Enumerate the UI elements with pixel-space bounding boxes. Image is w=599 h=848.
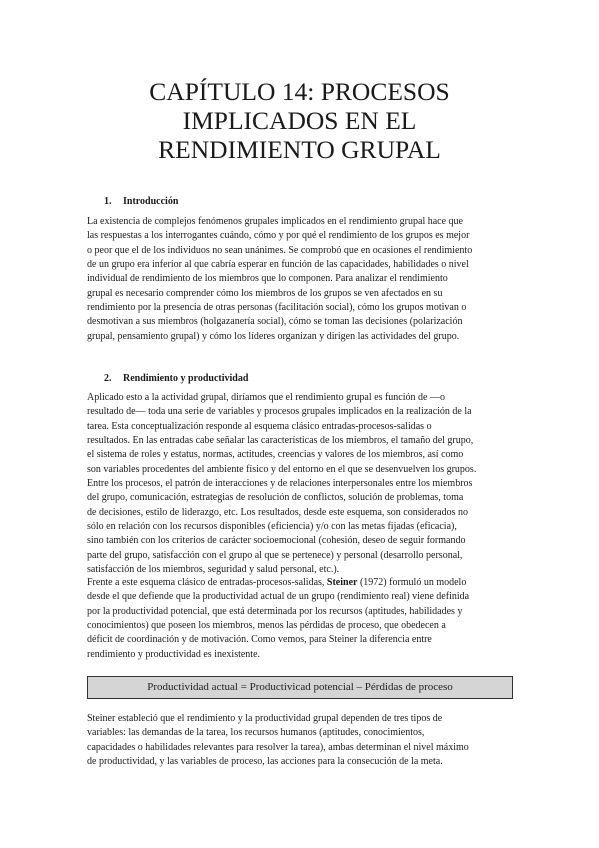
text-line: resultados. En las entradas cabe señalar las características de los miembros, el tamaño del grupo, bbox=[87, 435, 474, 447]
text-line: de productividad, y las variables de proceso, las acciones para la consecución de la meta. bbox=[87, 756, 443, 768]
text-line: resultado de— toda una serie de variables y procesos grupales implicados en la realización de la bbox=[87, 406, 472, 418]
paragraph-rendimiento-3 bbox=[87, 712, 517, 769]
paragraph-rendimiento-2 bbox=[87, 576, 517, 662]
text-line: Steiner estableció que el rendimiento y la productividad grupal dependen de tres tipos de bbox=[87, 713, 443, 724]
text-line-with-emphasis: Frente a este esquema clásico de entradas-procesos-salidas, Steiner (1972) formuló un modelo bbox=[87, 577, 467, 588]
text-line: sino también con los criterios de carácter socioemocional (cohesión, deseo de seguir formando bbox=[87, 535, 466, 547]
chapter-title bbox=[0, 77, 599, 164]
text-line: el sistema de roles y estatus, normas, actitudes, creencias y valores de los miembros, así como bbox=[87, 449, 464, 461]
text-line: déficit de coordinación y de motivación. Como vemos, para Steiner la diferencia entre bbox=[87, 634, 432, 646]
text-line: del grupo, comunicación, estrategias de resolución de conflictos, solución de problemas, toma bbox=[87, 492, 464, 504]
text-line: parte del grupo, satisfacción con el grupo al que se pertenece) y personal (desarrollo personal, bbox=[87, 549, 463, 561]
text-line: satisfacción de los miembros, seguridad y salud personal, etc.). bbox=[87, 564, 340, 576]
text-line: desmotivan a sus miembros (holgazanería social), cómo se toman las decisiones (polarización bbox=[87, 316, 463, 328]
section-title: Introducción bbox=[123, 196, 179, 207]
text-line: Aplicado esto a la actividad grupal, diríamos que el rendimiento grupal es función de —o bbox=[87, 392, 445, 403]
section-heading-rendimiento bbox=[104, 373, 248, 384]
text-line: rendimiento y productividad es inexistente. bbox=[87, 648, 261, 660]
formula-box: Productividad actual = Productivicad potencial – Pérdidas de proceso bbox=[87, 676, 513, 699]
text-line: grupal es necesario comprender cómo los miembros de los grupos se ven afectados en su bbox=[87, 287, 443, 299]
paragraph-introduccion bbox=[87, 215, 517, 344]
section-number: 2. bbox=[104, 373, 112, 384]
text-line: o peor que el de los individuos no sean unánimes. Se comprobó que en ocasiones el rendimiento bbox=[87, 244, 473, 256]
text-line: son variables procedentes del ambiente físico y del entorno en el que se desenvuelven los grupos. bbox=[87, 463, 477, 475]
paragraph-rendimiento-1 bbox=[87, 391, 517, 577]
text-line: individual de rendimiento de los miembros que lo componen. Para analizar el rendimiento bbox=[87, 273, 448, 285]
text-line: sólo en relación con los recursos disponibles (eficiencia) y/o con las metas fijadas (eficacia), bbox=[87, 521, 457, 533]
text-line: tarea. Esta conceptualización responde al esquema clásico entradas-procesos-salidas o bbox=[87, 420, 432, 432]
text-line: Entre los procesos, el patrón de interacciones y de relaciones interpersonales entre los miembros bbox=[87, 478, 473, 490]
text-line: rendimiento por la presencia de otras personas (facilitación social), cómo los grupos motivan o bbox=[87, 302, 467, 314]
text-line: conocimientos) que poseen los miembros, menos las pérdidas de proceso, que obedecen a bbox=[87, 620, 446, 632]
text-line: de un grupo era inferior al que cabría esperar en función de las capacidades, habilidades o nivel bbox=[87, 259, 469, 271]
section-heading-introduccion bbox=[104, 196, 178, 207]
author-name-bold: Steiner bbox=[326, 577, 358, 588]
chapter-title-line: CAPÍTULO 14: PROCESOS bbox=[149, 77, 450, 106]
text-line: de decisiones, estilo de liderazgo, etc. Los resultados, desde este esquema, son considerados no bbox=[87, 506, 469, 518]
chapter-title-line: IMPLICADOS EN EL bbox=[182, 106, 417, 135]
text-line: por la productividad potencial, que está determinada por los recursos (aptitudes, habilidades y bbox=[87, 605, 463, 617]
text-line: variables: las demandas de la tarea, los recursos humanos (aptitudes, conocimientos, bbox=[87, 727, 425, 739]
text-line: grupal, pensamiento grupal) y cómo los líderes organizan y dirigen las actividades del grupo. bbox=[87, 330, 460, 342]
text-line: La existencia de complejos fenómenos grupales implicados en el rendimiento grupal hace que bbox=[87, 216, 463, 227]
chapter-title-line: RENDIMIENTO GRUPAL bbox=[158, 135, 441, 164]
text-line: desde el que defiende que la productividad actual de un grupo (rendimiento real) viene definida bbox=[87, 591, 470, 603]
text-line: capacidades o habilidades relevantes para resolver la tarea), ambas determinan el nivel máximo bbox=[87, 741, 469, 753]
section-number: 1. bbox=[104, 196, 112, 207]
section-title: Rendimiento y productividad bbox=[123, 373, 249, 384]
text-line: las respuestas a los interrogantes cuándo, cómo y por qué el rendimiento de los grupos es mejor bbox=[87, 230, 470, 242]
